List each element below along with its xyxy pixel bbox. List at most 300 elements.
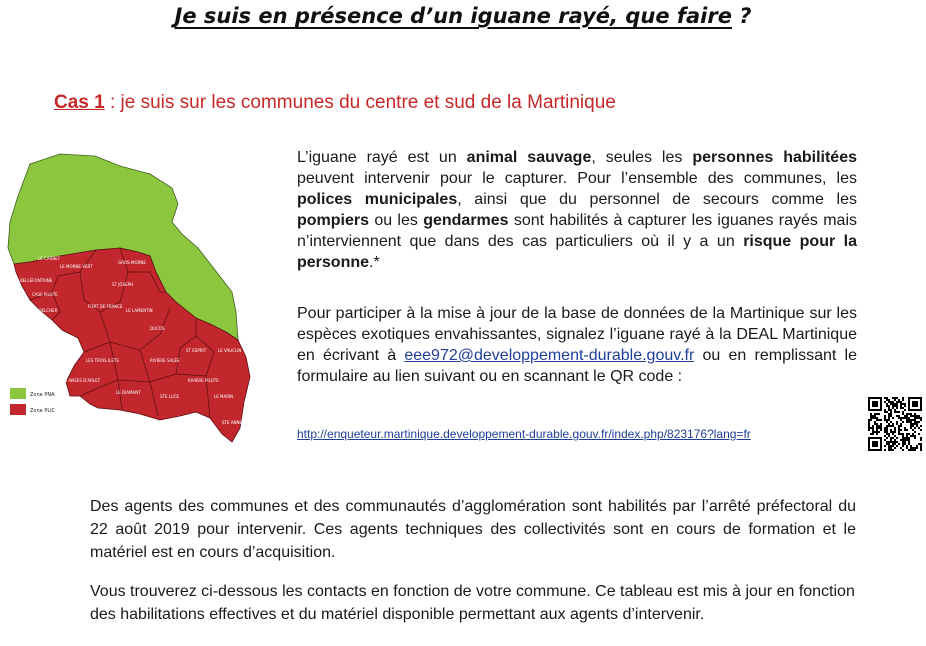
qr-module xyxy=(914,421,916,423)
qr-module xyxy=(906,447,908,449)
qr-module xyxy=(912,447,914,449)
qr-module xyxy=(884,415,886,417)
qr-module xyxy=(886,433,888,435)
qr-module xyxy=(902,435,904,437)
qr-module xyxy=(916,415,918,417)
qr-module xyxy=(886,425,888,427)
qr-module xyxy=(920,417,922,419)
legend-label-pna: Zone PNA xyxy=(30,392,55,398)
qr-module xyxy=(886,429,888,431)
commune-label: LE MORNE VERT xyxy=(60,264,93,269)
qr-module xyxy=(894,431,896,433)
qr-module xyxy=(870,415,872,417)
commune-label: LE LAMENTIN xyxy=(126,308,153,313)
qr-module xyxy=(900,401,902,403)
qr-module xyxy=(912,449,914,451)
qr-module xyxy=(888,407,890,409)
qr-module xyxy=(890,441,892,443)
bold-phrase: gendarmes xyxy=(423,212,509,229)
qr-module xyxy=(894,439,896,441)
qr-module xyxy=(874,415,876,417)
qr-module xyxy=(892,445,894,447)
qr-module xyxy=(896,401,898,403)
qr-module xyxy=(886,399,888,401)
qr-module xyxy=(900,407,902,409)
qr-module xyxy=(910,449,912,451)
qr-module xyxy=(892,425,894,427)
qr-module xyxy=(872,425,874,427)
qr-module xyxy=(894,443,896,445)
qr-module xyxy=(916,447,918,449)
qr-module xyxy=(888,445,890,447)
qr-module xyxy=(898,411,900,413)
qr-module xyxy=(916,425,918,427)
qr-module xyxy=(918,443,920,445)
qr-module xyxy=(886,405,888,407)
qr-module xyxy=(892,417,894,419)
qr-module xyxy=(906,437,908,439)
qr-module xyxy=(908,437,910,439)
qr-module xyxy=(892,397,894,399)
qr-module xyxy=(890,439,892,441)
text-run: , ainsi que du personnel de secours comme les xyxy=(457,191,858,208)
qr-module xyxy=(888,405,890,407)
bold-phrase: pompiers xyxy=(297,212,370,229)
qr-module xyxy=(894,441,896,443)
qr-module xyxy=(890,415,892,417)
qr-module xyxy=(898,425,900,427)
qr-module xyxy=(908,443,910,445)
qr-module xyxy=(886,419,888,421)
page-title: Je suis en présence d’un iguane rayé, que faire ? xyxy=(174,4,752,28)
qr-module xyxy=(888,415,890,417)
qr-module xyxy=(876,433,878,435)
commune-label: CASE PILOTE xyxy=(32,292,58,297)
qr-module xyxy=(868,421,870,423)
qr-module xyxy=(898,433,900,435)
qr-module xyxy=(914,437,916,439)
qr-module xyxy=(914,419,916,421)
qr-module xyxy=(894,447,896,449)
email-link[interactable]: eee972@developpement-durable.gouv.fr xyxy=(404,347,695,364)
qr-module xyxy=(884,417,886,419)
qr-module xyxy=(918,421,920,423)
qr-module xyxy=(888,433,890,435)
qr-module xyxy=(884,401,886,403)
qr-module xyxy=(912,423,914,425)
qr-module xyxy=(910,413,912,415)
qr-module xyxy=(876,417,878,419)
qr-module xyxy=(908,439,910,441)
qr-module xyxy=(900,419,902,421)
qr-module xyxy=(888,423,890,425)
qr-module xyxy=(890,413,892,415)
qr-module xyxy=(904,441,906,443)
qr-module xyxy=(874,413,876,415)
qr-module xyxy=(892,443,894,445)
qr-module xyxy=(896,411,898,413)
qr-module xyxy=(900,425,902,427)
qr-module xyxy=(902,449,904,451)
commune-label: FORT DE FRANCE xyxy=(88,304,123,309)
qr-module xyxy=(902,413,904,415)
qr-module xyxy=(910,447,912,449)
commune-label: ST JOSEPH xyxy=(112,282,134,287)
qr-module xyxy=(870,413,872,415)
qr-module xyxy=(888,413,890,415)
qr-module xyxy=(896,407,898,409)
qr-module xyxy=(900,403,902,405)
qr-module xyxy=(884,445,886,447)
qr-module xyxy=(898,415,900,417)
qr-module xyxy=(898,399,900,401)
qr-module xyxy=(872,401,878,407)
text-run: sont habilités à capturer les iguanes rayés mais n’interviennent que dans des cas particuliers où il y a un xyxy=(297,212,857,250)
qr-module xyxy=(878,419,880,421)
qr-module xyxy=(920,419,922,421)
qr-module xyxy=(890,447,892,449)
qr-module xyxy=(876,429,878,431)
bold-phrase: polices municipales xyxy=(297,191,458,208)
qr-module xyxy=(900,447,902,449)
qr-module xyxy=(876,425,878,427)
qr-module xyxy=(870,417,872,419)
qr-module xyxy=(914,431,916,433)
qr-module xyxy=(884,409,886,411)
case-heading xyxy=(54,92,616,114)
qr-module xyxy=(914,413,916,415)
qr-module xyxy=(906,417,908,419)
qr-module xyxy=(920,425,922,427)
commune-label: STE ANNE xyxy=(222,420,243,425)
qr-module xyxy=(908,413,910,415)
qr-module xyxy=(920,443,922,445)
commune-label: LE CARBET xyxy=(38,256,61,261)
qr-module xyxy=(902,433,904,435)
qr-module xyxy=(890,421,892,423)
qr-module xyxy=(868,429,870,431)
qr-module xyxy=(894,405,896,407)
qr-code[interactable] xyxy=(866,395,924,453)
qr-module xyxy=(908,441,910,443)
qr-module xyxy=(910,445,912,447)
qr-module xyxy=(886,443,888,445)
qr-module xyxy=(872,415,874,417)
qr-module xyxy=(906,429,908,431)
qr-module xyxy=(902,437,904,439)
qr-module xyxy=(884,439,886,441)
qr-module xyxy=(888,399,890,401)
qr-module xyxy=(908,449,910,451)
qr-module xyxy=(902,399,904,401)
qr-module xyxy=(906,433,908,435)
qr-module xyxy=(906,415,908,417)
commune-label: SCHOELCHER xyxy=(30,308,58,313)
qr-module xyxy=(896,403,898,405)
qr-module xyxy=(912,415,914,417)
legend-label-plic: Zone PLIC xyxy=(30,408,56,414)
commune-label: STE LUCE xyxy=(160,394,180,399)
qr-module xyxy=(868,423,870,425)
qr-module xyxy=(918,427,920,429)
qr-module xyxy=(916,417,918,419)
qr-module xyxy=(916,445,918,447)
commune-label: LE VAUCLIN xyxy=(218,348,242,353)
qr-module xyxy=(902,403,904,405)
qr-module xyxy=(904,443,906,445)
qr-module xyxy=(914,435,916,437)
qr-module xyxy=(894,435,896,437)
qr-module xyxy=(904,437,906,439)
qr-module xyxy=(880,425,882,427)
qr-module xyxy=(890,437,892,439)
qr-module xyxy=(868,419,870,421)
qr-module xyxy=(896,445,898,447)
commune-label: LES ANSES D'ARLET xyxy=(60,378,101,383)
commune-label: LE MARIN xyxy=(214,394,234,399)
commune-label: DUCOS xyxy=(150,326,165,331)
qr-module xyxy=(890,401,892,403)
martinique-map xyxy=(0,152,252,450)
qr-module xyxy=(896,423,898,425)
qr-module xyxy=(902,445,904,447)
qr-module xyxy=(894,399,896,401)
qr-module xyxy=(898,429,900,431)
qr-module xyxy=(910,423,912,425)
qr-module xyxy=(910,421,912,423)
qr-module xyxy=(894,429,896,431)
survey-url-link[interactable]: http://enqueteur.martinique.developpement-durable.gouv.fr/index.php/823176?lang=fr xyxy=(297,427,751,441)
qr-module xyxy=(886,421,888,423)
text-run: .* xyxy=(369,254,380,271)
qr-module xyxy=(914,427,916,429)
qr-module xyxy=(914,449,916,451)
qr-module xyxy=(904,415,906,417)
qr-module xyxy=(892,401,894,403)
qr-module xyxy=(920,449,922,451)
qr-module xyxy=(916,423,918,425)
qr-module xyxy=(876,419,878,421)
qr-module xyxy=(904,405,906,407)
qr-module xyxy=(872,417,874,419)
commune-label: RIVIERE PILOTE xyxy=(188,378,219,383)
qr-module xyxy=(892,441,894,443)
qr-module xyxy=(884,419,886,421)
qr-module xyxy=(912,401,918,407)
commune-label: BELLEFONTAINE xyxy=(20,278,53,283)
qr-module xyxy=(872,433,874,435)
text-run: peuvent intervenir pour le capturer. Pour l’ensemble des communes, les xyxy=(297,170,857,187)
qr-module xyxy=(890,403,892,405)
qr-module xyxy=(892,449,894,451)
qr-module xyxy=(914,417,916,419)
qr-module xyxy=(880,427,882,429)
qr-module xyxy=(920,447,922,449)
body-paragraph-2: Vous trouverez ci-dessous les contacts en fonction de votre commune. Ce tableau est mis à jour en fonction des habilitations effectives et du matériel disponible permettant aux agents d’intervenir. xyxy=(90,583,855,623)
qr-module xyxy=(894,397,896,399)
qr-module xyxy=(904,403,906,405)
qr-module xyxy=(896,437,898,439)
qr-module xyxy=(908,419,910,421)
qr-module xyxy=(902,407,904,409)
qr-module xyxy=(884,431,886,433)
qr-module xyxy=(914,423,916,425)
qr-module xyxy=(900,439,902,441)
qr-module xyxy=(904,439,906,441)
qr-module xyxy=(920,429,922,431)
bold-phrase: animal sauvage xyxy=(466,149,592,166)
case-text: : je suis sur les communes du centre et sud de la Martinique xyxy=(104,92,616,113)
qr-module xyxy=(908,421,910,423)
commune-label: ST ESPRIT xyxy=(186,348,207,353)
qr-module xyxy=(904,417,906,419)
qr-module xyxy=(886,441,888,443)
qr-module xyxy=(884,435,886,437)
qr-module xyxy=(888,443,890,445)
qr-module xyxy=(870,427,872,429)
qr-module xyxy=(892,405,894,407)
qr-module xyxy=(892,437,894,439)
qr-module xyxy=(890,431,892,433)
qr-module xyxy=(876,427,878,429)
body-paragraph-1: Des agents des communes et des communautés d’agglomération sont habilités par l’arrêté préfectoral du 22 août 2019 pour intervenir. Ces agents techniques des collectivités sont en cours de formation et le matériel est en cours d’acquisition. xyxy=(90,498,856,561)
qr-module xyxy=(886,427,888,429)
qr-module xyxy=(892,403,894,405)
qr-module xyxy=(890,409,892,411)
qr-module xyxy=(898,431,900,433)
qr-module xyxy=(890,449,892,451)
qr-module xyxy=(890,445,892,447)
qr-module xyxy=(886,411,888,413)
qr-module xyxy=(906,419,908,421)
bold-phrase: personnes habilitées xyxy=(692,149,857,166)
qr-module xyxy=(896,405,898,407)
commune-label: GROS-MORNE xyxy=(118,260,146,265)
qr-module xyxy=(886,437,888,439)
qr-module xyxy=(876,431,878,433)
qr-module xyxy=(920,437,922,439)
qr-module xyxy=(898,401,900,403)
qr-module xyxy=(898,417,900,419)
qr-module xyxy=(872,431,874,433)
qr-module xyxy=(884,427,886,429)
qr-module xyxy=(910,427,912,429)
qr-module xyxy=(892,423,894,425)
commune-label: RIVIERE SALEE xyxy=(150,358,180,363)
qr-module xyxy=(908,417,910,419)
qr-module xyxy=(888,447,890,449)
qr-module xyxy=(912,429,914,431)
qr-module xyxy=(880,419,882,421)
qr-module xyxy=(890,429,892,431)
qr-module xyxy=(896,397,898,399)
qr-module xyxy=(912,433,914,435)
qr-module xyxy=(906,421,908,423)
qr-module xyxy=(902,443,904,445)
qr-module xyxy=(894,409,896,411)
qr-module xyxy=(876,423,878,425)
qr-module xyxy=(884,411,886,413)
qr-module xyxy=(918,417,920,419)
qr-module xyxy=(888,441,890,443)
qr-module xyxy=(888,417,890,419)
qr-module xyxy=(876,413,878,415)
qr-module xyxy=(872,441,878,447)
qr-module xyxy=(910,425,912,427)
qr-module xyxy=(868,425,870,427)
qr-module xyxy=(870,433,872,435)
qr-module xyxy=(910,435,912,437)
qr-module xyxy=(878,425,880,427)
qr-module xyxy=(906,413,908,415)
qr-module xyxy=(872,427,874,429)
qr-module xyxy=(870,419,872,421)
qr-module xyxy=(898,443,900,445)
qr-module xyxy=(920,445,922,447)
qr-module xyxy=(896,421,898,423)
legend-swatch-pna xyxy=(10,388,26,399)
qr-module xyxy=(892,431,894,433)
qr-module xyxy=(902,411,904,413)
qr-module xyxy=(894,427,896,429)
qr-module xyxy=(888,401,890,403)
qr-module xyxy=(900,429,902,431)
qr-module xyxy=(892,433,894,435)
qr-module xyxy=(886,431,888,433)
qr-module xyxy=(874,421,876,423)
qr-module xyxy=(878,427,880,429)
qr-module xyxy=(896,415,898,417)
qr-module xyxy=(900,433,902,435)
qr-module xyxy=(902,441,904,443)
bold-phrase: risque pour la personne xyxy=(297,233,858,271)
qr-module xyxy=(902,421,904,423)
qr-module xyxy=(894,411,896,413)
qr-module xyxy=(884,397,886,399)
qr-module xyxy=(914,447,916,449)
qr-module xyxy=(918,433,920,435)
qr-module xyxy=(900,405,902,407)
qr-module xyxy=(880,423,882,425)
text-run: L’iguane rayé est un xyxy=(297,149,467,166)
qr-module xyxy=(898,427,900,429)
qr-module xyxy=(906,445,908,447)
qr-module xyxy=(872,429,874,431)
qr-module xyxy=(912,435,914,437)
qr-module xyxy=(906,439,908,441)
qr-module xyxy=(904,427,906,429)
qr-module xyxy=(912,425,914,427)
qr-module xyxy=(902,417,904,419)
qr-module xyxy=(906,435,908,437)
qr-module xyxy=(902,439,904,441)
qr-module xyxy=(874,417,876,419)
qr-module xyxy=(908,433,910,435)
qr-module xyxy=(900,417,902,419)
qr-module xyxy=(868,427,870,429)
legend-swatch-plic xyxy=(10,404,26,415)
qr-module xyxy=(884,449,886,451)
commune-label: LES TROIS ILETS xyxy=(86,358,119,363)
qr-module xyxy=(886,403,888,405)
qr-module xyxy=(918,415,920,417)
qr-module xyxy=(878,413,880,415)
qr-module xyxy=(878,431,880,433)
qr-module xyxy=(888,435,890,437)
qr-module xyxy=(890,411,892,413)
qr-module xyxy=(886,397,888,399)
qr-module xyxy=(874,431,876,433)
